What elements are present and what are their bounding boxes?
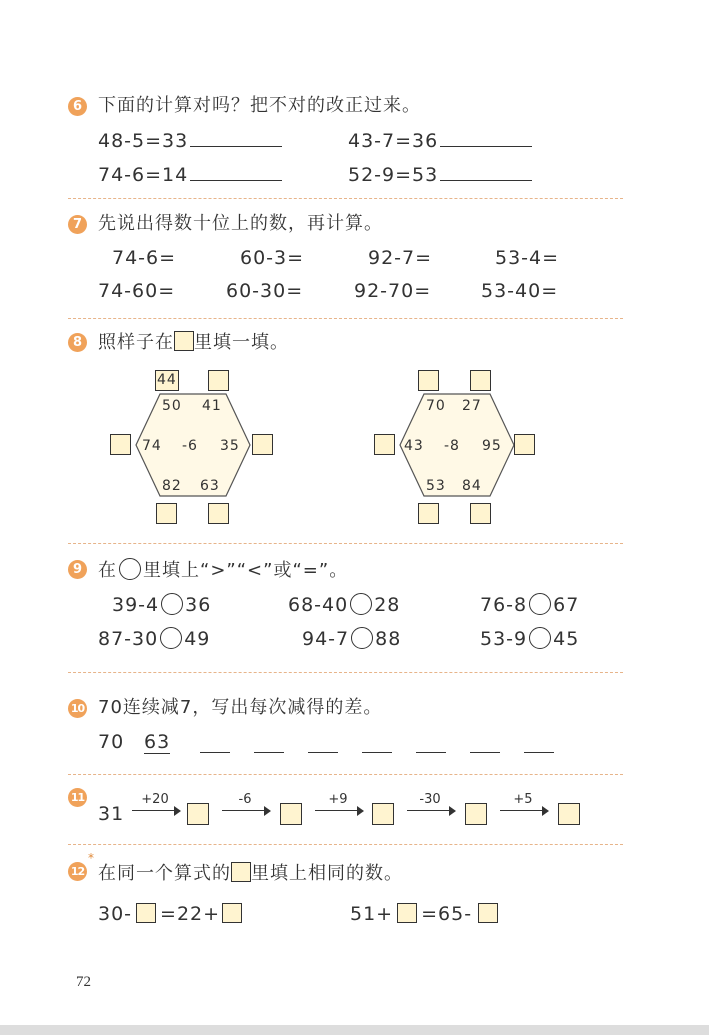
divider: [68, 318, 623, 319]
answer-box[interactable]: [418, 370, 439, 391]
question-7-title: 先说出得数十位上的数，再计算。: [98, 213, 383, 234]
answer-box[interactable]: [110, 434, 131, 455]
q9-item: 76-8 67: [480, 594, 580, 616]
q6-eq-2: 43-7=36: [348, 128, 532, 152]
q7-eq: 74-6=: [112, 247, 177, 269]
hex-num: 50: [162, 398, 182, 414]
question-11-badge: 11: [68, 788, 87, 807]
answer-box[interactable]: [374, 434, 395, 455]
arrow-icon: +5: [498, 796, 548, 818]
answer-box[interactable]: [397, 903, 417, 923]
answer-box[interactable]: [465, 803, 487, 825]
question-8-title: 照样子在 里填一填。: [98, 332, 289, 353]
arrow-icon: -30: [405, 796, 455, 818]
hex-num: 84: [462, 478, 482, 494]
divider: [68, 672, 623, 673]
answer-blank[interactable]: [362, 752, 392, 753]
answer-line[interactable]: [440, 128, 532, 147]
answer-blank[interactable]: [200, 752, 230, 753]
answer-box[interactable]: [280, 803, 302, 825]
sample-box: 44: [155, 370, 179, 391]
hex-num: 63: [200, 478, 220, 494]
q9-item: 68-40 28: [288, 594, 401, 616]
q7-eq: 60-30=: [226, 280, 304, 302]
divider: [68, 198, 623, 199]
answer-circle[interactable]: [350, 593, 372, 615]
hex-num: 43: [404, 438, 424, 454]
divider: [68, 844, 623, 845]
hex-num: 82: [162, 478, 182, 494]
hex-num: 70: [426, 398, 446, 414]
q12-eq-2: 51+ =65-: [350, 903, 498, 925]
answer-circle: [119, 558, 141, 580]
q6-eq-3: 74-6=14: [98, 162, 282, 186]
answer-box: [231, 862, 251, 882]
answer-box[interactable]: [222, 903, 242, 923]
answer-box[interactable]: [478, 903, 498, 923]
q7-eq: 53-40=: [481, 280, 559, 302]
answer-box[interactable]: [187, 803, 209, 825]
answer-circle[interactable]: [529, 593, 551, 615]
answer-blank[interactable]: [254, 752, 284, 753]
q6-eq-1: 48-5=33: [98, 128, 282, 152]
q9-item: 87-30 49: [98, 628, 211, 650]
q7-eq: 60-3=: [240, 247, 305, 269]
question-9-title: 在 里填上“>”“<”或“=”。: [98, 560, 349, 581]
answer-box[interactable]: [136, 903, 156, 923]
arrow-icon: +9: [313, 796, 363, 818]
answer-box[interactable]: [558, 803, 580, 825]
answer-line[interactable]: [440, 162, 532, 181]
hexagon-1: [108, 368, 278, 528]
answer-circle[interactable]: [160, 627, 182, 649]
answer-blank[interactable]: [416, 752, 446, 753]
answer-box[interactable]: [418, 503, 439, 524]
arrow-icon: +20: [130, 796, 180, 818]
hex-num: 74: [142, 438, 162, 454]
hex-num: 53: [426, 478, 446, 494]
page-number: 72: [76, 974, 91, 990]
hex-num: 41: [202, 398, 222, 414]
hex-num: 27: [462, 398, 482, 414]
answer-blank[interactable]: [470, 752, 500, 753]
answer-circle[interactable]: [351, 627, 373, 649]
answer-box: [174, 331, 194, 351]
question-9-badge: 9: [68, 560, 87, 579]
hex-operator: -8: [444, 438, 460, 454]
answer-box[interactable]: [470, 503, 491, 524]
hex-num: 35: [220, 438, 240, 454]
q6-eq-4: 52-9=53: [348, 162, 532, 186]
question-12-title: 在同一个算式的 里填上相同的数。: [98, 863, 403, 884]
divider: [68, 543, 623, 544]
answer-box[interactable]: [156, 503, 177, 524]
answer-blank[interactable]: [308, 752, 338, 753]
page-footer-bar: [0, 1025, 709, 1035]
answer-box[interactable]: [208, 503, 229, 524]
answer-circle[interactable]: [529, 627, 551, 649]
arrow-icon: -6: [220, 796, 270, 818]
answer-box[interactable]: [372, 803, 394, 825]
challenge-star: *: [88, 851, 94, 865]
answer-box[interactable]: [470, 370, 491, 391]
question-8-badge: 8: [68, 333, 87, 352]
answer-blank[interactable]: [524, 752, 554, 753]
q9-item: 39-4 36: [112, 594, 212, 616]
q7-eq: 74-60=: [98, 280, 176, 302]
hexagon-2: [372, 368, 542, 528]
hex-num: 95: [482, 438, 502, 454]
question-7-badge: 7: [68, 215, 87, 234]
question-6-badge: 6: [68, 97, 87, 116]
question-10-badge: 10: [68, 699, 87, 718]
q7-eq: 92-70=: [354, 280, 432, 302]
answer-line[interactable]: [190, 162, 282, 181]
answer-box[interactable]: [514, 434, 535, 455]
q10-first: 63: [144, 731, 171, 753]
hex-operator: -6: [182, 438, 198, 454]
q12-eq-1: 30- =22+: [98, 903, 242, 925]
answer-box[interactable]: [252, 434, 273, 455]
q7-eq: 53-4=: [495, 247, 560, 269]
answer-circle[interactable]: [161, 593, 183, 615]
q10-start: 70: [98, 731, 125, 753]
question-6-title: 下面的计算对吗？把不对的改正过来。: [98, 95, 421, 116]
q7-eq: 92-7=: [368, 247, 433, 269]
q9-item: 53-9 45: [480, 628, 580, 650]
question-12-badge: 12: [68, 862, 87, 881]
q9-item: 94-7 88: [302, 628, 402, 650]
q11-start: 31: [98, 803, 125, 825]
divider: [68, 774, 623, 775]
question-10-title: 70连续减7，写出每次减得的差。: [98, 697, 383, 718]
answer-box[interactable]: [208, 370, 229, 391]
answer-line[interactable]: [190, 128, 282, 147]
